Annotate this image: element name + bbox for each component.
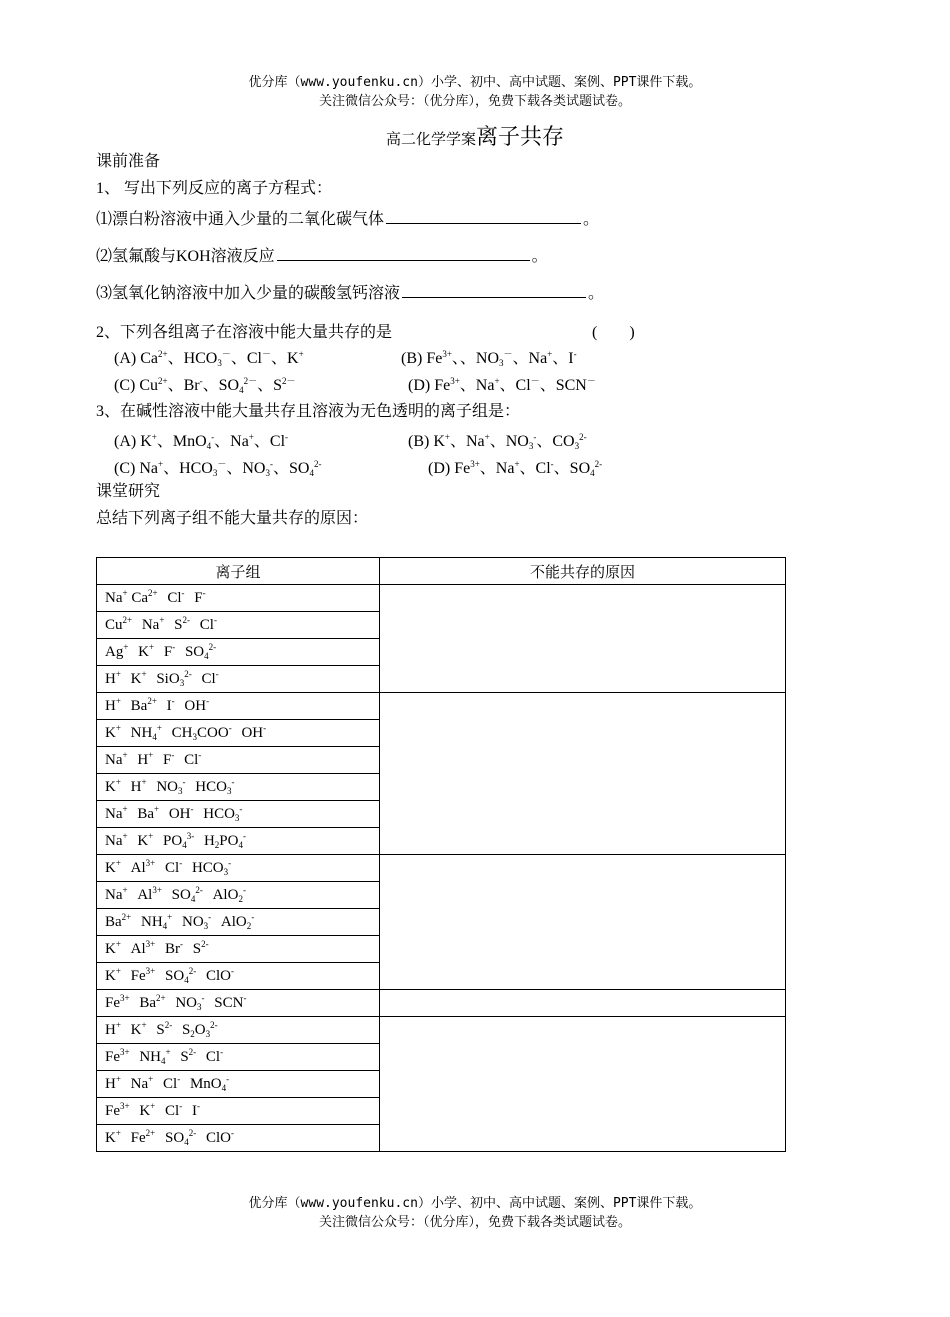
ion-group-cell: Na+ H+ F- Cl- <box>97 747 380 774</box>
item-3-end: 。 <box>588 285 605 302</box>
header-ad-line2: 关注微信公众号：（优分库），免费下载各类试题试卷。 <box>318 94 631 109</box>
ion-group-cell: K+ $Al^{3+}$ Br- $S^{2-}$ <box>97 936 380 963</box>
reason-cell[interactable] <box>380 585 786 693</box>
ion-group-cell: Na+ $Al^{3+}$ $SO_4^{2-}$ AlO$_2$- <box>97 882 380 909</box>
section-pre-class: 课前准备 <box>96 153 161 170</box>
question-2-option-a: (A) $Ca^{2+}$、$HCO_3^-$、Cl－、K+ <box>114 349 304 368</box>
footer-ad-line2: 关注微信公众号：（优分库），免费下载各类试题试卷。 <box>318 1215 631 1230</box>
title-main: 离子共存 <box>476 124 565 149</box>
ion-group-cell: H+ K+ SiO$_3^{2-}$ Cl- <box>97 666 380 693</box>
table-row <box>97 855 786 882</box>
table-row <box>97 585 786 612</box>
item-1-end: 。 <box>583 211 600 228</box>
ion-group-cell: $Ba^{2+}$ $NH_4^+$ $NO_3^-$ AlO$_2$- <box>97 909 380 936</box>
item-1-text: ⑴漂白粉溶液中通入少量的二氧化碳气体 <box>96 211 385 228</box>
question-3-stem: 3、在碱性溶液中能大量共存且溶液为无色透明的离子组是： <box>96 403 521 420</box>
question-3-option-a: (A) K+、MnO$_4$-、Na+、Cl- <box>114 432 289 451</box>
question-2-answer-paren[interactable]: ( ) <box>592 324 635 341</box>
ion-group-cell: Ag+ K+ F- $SO_4^{2-}$ <box>97 639 380 666</box>
ion-group-cell: H+ K+ $S^{2-}$ $S_2O_3^{2-}$ <box>97 1017 380 1044</box>
question-3-option-b: (B) K+、Na+、$NO_3^-$、$CO_3^{2-}$ <box>408 432 587 451</box>
ion-group-cell: $Fe^{3+}$ $Ba^{2+}$ $NO_3^-$ SCN- <box>97 990 380 1017</box>
header-reason: 不能共存的原因 <box>380 558 786 585</box>
ion-group-cell: $Fe^{3+}$ $NH_4^+$ $S^{2-}$ Cl- <box>97 1044 380 1071</box>
header-ad-line1: 优分库（www.youfenku.cn）小学、初中、高中试题、案例、PPT课件下载。 <box>248 75 702 90</box>
ion-group-cell: H+ Na+ Cl- MnO$_4$- <box>97 1071 380 1098</box>
ion-group-cell: H+ $Ba^{2+}$ I- OH- <box>97 693 380 720</box>
reason-cell[interactable] <box>380 855 786 990</box>
header-ion-group: 离子组 <box>97 558 380 585</box>
ion-group-cell: Na+ $Ca^{2+}$ Cl- F- <box>97 585 380 612</box>
item-2-text: ⑵氢氟酸与KOH溶液反应 <box>96 248 275 265</box>
answer-blank-1[interactable] <box>386 206 581 224</box>
table-row <box>97 1017 786 1044</box>
reason-cell[interactable] <box>380 990 786 1017</box>
footer-ad-line1: 优分库（www.youfenku.cn）小学、初中、高中试题、案例、PPT课件下载。 <box>248 1196 702 1211</box>
question-1-stem: 1、 写出下列反应的离子方程式： <box>96 180 333 197</box>
reason-cell[interactable] <box>380 1017 786 1152</box>
item-2-end: 。 <box>531 248 548 265</box>
title-prefix: 高二化学学案 <box>385 132 476 148</box>
question-1-item-1 <box>96 206 599 230</box>
answer-blank-3[interactable] <box>402 280 586 298</box>
section-in-class: 课堂研究 <box>96 483 161 500</box>
question-3-option-d: (D) $Fe^{3+}$、Na+、Cl-、$SO_4^{2-}$ <box>428 459 603 478</box>
reason-cell[interactable] <box>380 693 786 855</box>
header-ad <box>0 73 950 111</box>
item-3-text: ⑶氢氧化钠溶液中加入少量的碳酸氢钙溶液 <box>96 285 401 302</box>
question-2-stem: 2、下列各组离子在溶液中能大量共存的是 <box>96 324 393 341</box>
answer-blank-2[interactable] <box>277 243 530 261</box>
question-1-item-3 <box>96 280 604 304</box>
table-row <box>97 990 786 1017</box>
ion-group-cell: K+ $Fe^{3+}$ $SO_4^{2-}$ ClO- <box>97 963 380 990</box>
ion-group-cell: Na+ K+ $PO_4^{3-}$ $H_2PO_4^-$ <box>97 828 380 855</box>
question-1-item-2 <box>96 243 548 267</box>
question-2-option-c: (C) $Cu^{2+}$、Br-、$SO_4^{2-}$、$S^{2-}$ <box>114 376 296 395</box>
ion-group-cell: Na+ Ba+ OH- $HCO_3^-$ <box>97 801 380 828</box>
ion-group-cell: K+ $NH_4^+$ $CH_3COO^-$ OH- <box>97 720 380 747</box>
ion-group-cell: K+ H+ $NO_3^-$ $HCO_3^-$ <box>97 774 380 801</box>
page-title <box>0 124 950 153</box>
table-header <box>97 558 786 585</box>
ion-group-cell: K+ $Al^{3+}$ Cl- $HCO_3^-$ <box>97 855 380 882</box>
question-3-option-c: (C) Na+、$HCO_3^-$、$NO_3^-$、$SO_4^{2-}$ <box>114 459 322 478</box>
footer-ad <box>0 1194 950 1232</box>
ion-group-cell: $Fe^{3+}$ K+ Cl- I- <box>97 1098 380 1125</box>
table-row <box>97 693 786 720</box>
ion-group-cell: K+ $Fe^{2+}$ $SO_4^{2-}$ ClO- <box>97 1125 380 1152</box>
ion-group-cell: $Cu^{2+}$ Na+ $S^{2-}$ Cl- <box>97 612 380 639</box>
ion-table <box>96 557 786 1152</box>
question-2-option-d: (D) $Fe^{3+}$、Na+、Cl－、SCN－ <box>408 376 596 394</box>
summary-instruction: 总结下列离子组不能大量共存的原因： <box>96 510 369 527</box>
question-2-option-b: (B) $Fe^{3+}$、、$NO_3^-$、Na+、I- <box>401 349 577 368</box>
